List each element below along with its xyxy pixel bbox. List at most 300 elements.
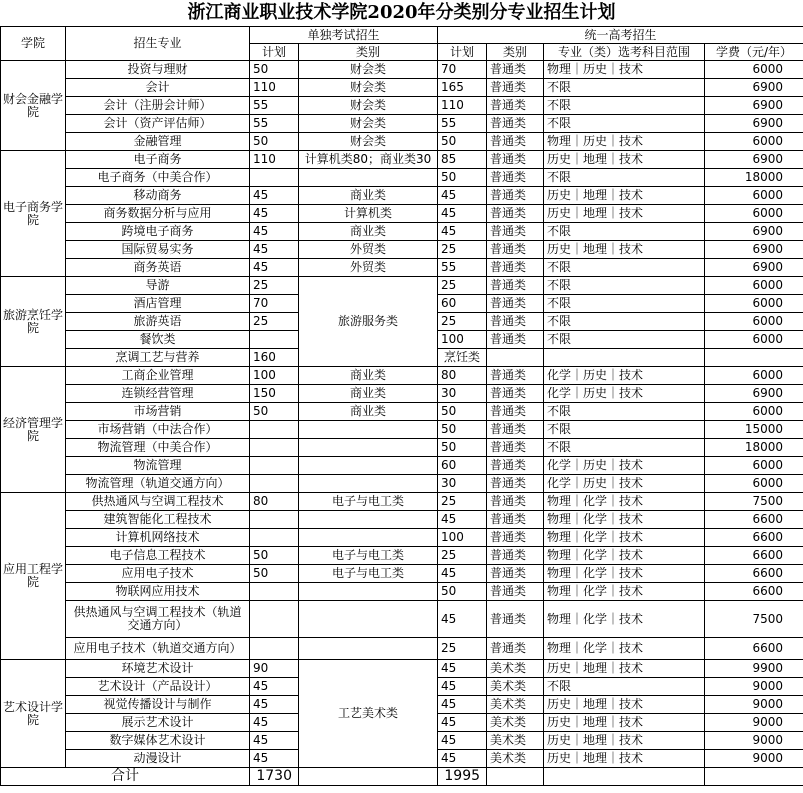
subjects-cell: 历史｜地理｜技术 xyxy=(544,151,705,169)
subjects-cell: 物理｜化学｜技术 xyxy=(544,547,705,565)
major-cell: 导游 xyxy=(66,277,250,295)
unified-category-cell: 普通类 xyxy=(487,313,544,331)
separate-category-cell: 商业类 xyxy=(299,223,438,241)
fee-cell: 9000 xyxy=(705,750,803,768)
fee-cell: 7500 xyxy=(705,601,803,638)
major-cell: 国际贸易实务 xyxy=(66,241,250,259)
subjects-cell: 物理｜化学｜技术 xyxy=(544,601,705,638)
unified-plan-cell: 45 xyxy=(438,223,487,241)
subjects-cell: 不限 xyxy=(544,115,705,133)
unified-plan-cell: 45 xyxy=(438,187,487,205)
major-cell: 视觉传播设计与制作 xyxy=(66,696,250,714)
table-row xyxy=(1,565,803,583)
header-separate-category: 类别 xyxy=(299,44,438,61)
subjects-cell: 化学｜历史｜技术 xyxy=(544,475,705,493)
subjects-cell: 历史｜地理｜技术 xyxy=(544,696,705,714)
subjects-cell: 历史｜地理｜技术 xyxy=(544,187,705,205)
fee-cell: 6000 xyxy=(705,331,803,349)
unified-category-cell: 普通类 xyxy=(487,133,544,151)
fee-cell: 6000 xyxy=(705,205,803,223)
unified-plan-cell: 110 xyxy=(438,97,487,115)
header-major: 招生专业 xyxy=(66,27,250,61)
unified-plan-cell: 25 xyxy=(438,547,487,565)
header-separate-plan: 计划 xyxy=(250,44,299,61)
subjects-cell: 不限 xyxy=(544,421,705,439)
total-unified-plan: 1995 xyxy=(438,768,487,786)
unified-plan-cell: 45 xyxy=(438,678,487,696)
college-cell: 财会金融学院 xyxy=(1,61,66,151)
enrollment-plan-table xyxy=(0,26,803,786)
unified-category-cell: 美术类 xyxy=(487,696,544,714)
subjects-cell: 物理｜化学｜技术 xyxy=(544,583,705,601)
fee-cell: 6600 xyxy=(705,565,803,583)
separate-plan-cell: 110 xyxy=(250,79,299,97)
separate-plan-cell xyxy=(250,601,299,638)
separate-category-cell: 商业类 xyxy=(299,187,438,205)
major-cell: 建筑智能化工程技术 xyxy=(66,511,250,529)
unified-category-cell: 普通类 xyxy=(487,367,544,385)
unified-plan-cell: 50 xyxy=(438,133,487,151)
separate-plan-cell xyxy=(250,583,299,601)
unified-category-cell: 普通类 xyxy=(487,403,544,421)
major-cell: 会计（资产评估师） xyxy=(66,115,250,133)
table-row xyxy=(1,493,803,511)
fee-cell: 6600 xyxy=(705,511,803,529)
table-row xyxy=(1,421,803,439)
subjects-cell: 不限 xyxy=(544,169,705,187)
unified-plan-cell: 165 xyxy=(438,79,487,97)
major-cell: 供热通风与空调工程技术（轨道交通方向） xyxy=(66,601,250,638)
unified-plan-cell: 100 xyxy=(438,331,487,349)
major-cell: 会计（注册会计师） xyxy=(66,97,250,115)
separate-plan-cell: 70 xyxy=(250,295,299,313)
major-cell: 市场营销（中法合作） xyxy=(66,421,250,439)
separate-category-cell: 烹饪类 xyxy=(438,349,487,367)
separate-plan-cell xyxy=(250,638,299,660)
major-cell: 投资与理财 xyxy=(66,61,250,79)
major-cell: 环境艺术设计 xyxy=(66,660,250,678)
table-row xyxy=(1,115,803,133)
unified-category-cell: 普通类 xyxy=(487,565,544,583)
unified-plan-cell: 60 xyxy=(438,295,487,313)
subjects-cell: 不限 xyxy=(544,403,705,421)
college-cell: 电子商务学院 xyxy=(1,151,66,277)
unified-category-cell: 普通类 xyxy=(487,511,544,529)
unified-category-cell: 普通类 xyxy=(487,115,544,133)
fee-cell: 6900 xyxy=(705,79,803,97)
unified-category-cell: 普通类 xyxy=(487,439,544,457)
separate-category-cell: 财会类 xyxy=(299,61,438,79)
unified-plan-cell: 50 xyxy=(438,583,487,601)
separate-plan-cell: 55 xyxy=(250,97,299,115)
table-row xyxy=(1,223,803,241)
major-cell: 应用电子技术 xyxy=(66,565,250,583)
unified-category-cell: 普通类 xyxy=(487,493,544,511)
major-cell: 连锁经营管理 xyxy=(66,385,250,403)
unified-category-cell: 普通类 xyxy=(487,457,544,475)
fee-cell: 15000 xyxy=(705,421,803,439)
unified-category-cell: 普通类 xyxy=(487,259,544,277)
total-empty xyxy=(705,768,803,786)
table-row xyxy=(1,660,803,678)
fee-cell: 6600 xyxy=(705,547,803,565)
major-cell: 烹调工艺与营养 xyxy=(66,349,250,367)
major-cell: 酒店管理 xyxy=(66,295,250,313)
separate-category-cell xyxy=(299,511,438,529)
fee-cell: 6600 xyxy=(705,529,803,547)
unified-plan-cell: 30 xyxy=(438,475,487,493)
total-empty xyxy=(487,768,544,786)
subjects-cell: 不限 xyxy=(544,313,705,331)
fee-cell: 6900 xyxy=(705,223,803,241)
separate-category-cell: 电子与电工类 xyxy=(299,493,438,511)
fee-cell: 18000 xyxy=(705,439,803,457)
unified-plan-cell: 85 xyxy=(438,151,487,169)
unified-category-cell: 普通类 xyxy=(487,601,544,638)
major-cell: 供热通风与空调工程技术 xyxy=(66,493,250,511)
unified-plan-cell: 50 xyxy=(438,169,487,187)
subjects-cell: 不限 xyxy=(544,439,705,457)
total-empty xyxy=(544,768,705,786)
header-unified-category: 类别 xyxy=(487,44,544,61)
unified-plan-cell: 45 xyxy=(438,601,487,638)
unified-category-cell: 普通类 xyxy=(487,547,544,565)
fee-cell: 6900 xyxy=(705,97,803,115)
separate-plan-cell xyxy=(250,475,299,493)
unified-plan-cell: 70 xyxy=(438,61,487,79)
total-row xyxy=(1,768,803,786)
separate-category-cell: 财会类 xyxy=(299,115,438,133)
separate-category-cell xyxy=(299,457,438,475)
subjects-cell: 不限 xyxy=(544,79,705,97)
unified-category-cell: 普通类 xyxy=(487,97,544,115)
unified-category-cell: 普通类 xyxy=(487,529,544,547)
subjects-cell: 化学｜历史｜技术 xyxy=(544,385,705,403)
separate-plan-cell: 150 xyxy=(250,385,299,403)
table-row xyxy=(1,457,803,475)
major-cell: 电子商务（中美合作） xyxy=(66,169,250,187)
unified-plan-cell: 25 xyxy=(438,313,487,331)
unified-category-cell xyxy=(544,349,705,367)
subjects-cell: 历史｜地理｜技术 xyxy=(544,660,705,678)
separate-plan-cell: 110 xyxy=(250,151,299,169)
header-college: 学院 xyxy=(1,27,66,61)
separate-category-cell: 计算机类80；商业类30 xyxy=(299,151,438,169)
separate-plan-cell xyxy=(250,439,299,457)
major-cell: 市场营销 xyxy=(66,403,250,421)
fee-cell: 7500 xyxy=(705,493,803,511)
unified-category-cell: 普通类 xyxy=(487,331,544,349)
subjects-cell: 不限 xyxy=(544,277,705,295)
separate-plan-cell xyxy=(250,457,299,475)
major-cell: 物流管理（轨道交通方向） xyxy=(66,475,250,493)
major-cell: 移动商务 xyxy=(66,187,250,205)
separate-category-cell: 财会类 xyxy=(299,79,438,97)
table-row xyxy=(1,133,803,151)
separate-plan-cell: 55 xyxy=(250,115,299,133)
separate-plan-cell: 50 xyxy=(250,547,299,565)
fee-cell: 9000 xyxy=(705,714,803,732)
separate-plan-cell xyxy=(250,331,299,349)
separate-plan-cell: 45 xyxy=(250,223,299,241)
header-separate-exam: 单独考试招生 xyxy=(250,27,438,44)
unified-category-cell: 美术类 xyxy=(487,750,544,768)
unified-category-cell: 美术类 xyxy=(487,714,544,732)
subjects-cell: 物理｜化学｜技术 xyxy=(544,493,705,511)
unified-category-cell: 美术类 xyxy=(487,678,544,696)
table-row xyxy=(1,511,803,529)
separate-plan-cell: 45 xyxy=(250,187,299,205)
separate-plan-cell: 45 xyxy=(250,750,299,768)
separate-plan-cell xyxy=(250,169,299,187)
table-row xyxy=(1,187,803,205)
separate-category-cell xyxy=(299,169,438,187)
table-row xyxy=(1,169,803,187)
table-row xyxy=(1,97,803,115)
major-cell: 会计 xyxy=(66,79,250,97)
subjects-cell: 物理｜历史｜技术 xyxy=(544,61,705,79)
fee-cell: 6900 xyxy=(705,241,803,259)
major-cell: 动漫设计 xyxy=(66,750,250,768)
subjects-cell: 物理｜化学｜技术 xyxy=(544,511,705,529)
unified-category-cell: 美术类 xyxy=(487,732,544,750)
fee-cell: 6900 xyxy=(705,115,803,133)
major-cell: 艺术设计（产品设计） xyxy=(66,678,250,696)
college-cell: 应用工程学院 xyxy=(1,493,66,660)
separate-category-cell: 外贸类 xyxy=(299,259,438,277)
major-cell: 展示艺术设计 xyxy=(66,714,250,732)
table-row xyxy=(1,385,803,403)
subjects-cell xyxy=(705,349,803,367)
unified-plan-cell: 25 xyxy=(438,638,487,660)
table-row xyxy=(1,367,803,385)
total-label: 合计 xyxy=(1,768,250,786)
separate-plan-cell: 90 xyxy=(250,660,299,678)
subjects-cell: 历史｜地理｜技术 xyxy=(544,714,705,732)
subjects-cell: 不限 xyxy=(544,259,705,277)
fee-cell: 18000 xyxy=(705,169,803,187)
major-cell: 工商企业管理 xyxy=(66,367,250,385)
unified-category-cell: 普通类 xyxy=(487,223,544,241)
fee-cell: 6900 xyxy=(705,385,803,403)
major-cell: 旅游英语 xyxy=(66,313,250,331)
college-cell: 经济管理学院 xyxy=(1,367,66,493)
major-cell: 跨境电子商务 xyxy=(66,223,250,241)
separate-plan-cell: 45 xyxy=(250,732,299,750)
separate-plan-cell: 45 xyxy=(250,241,299,259)
unified-category-cell: 普通类 xyxy=(487,79,544,97)
major-cell: 商务英语 xyxy=(66,259,250,277)
table-row xyxy=(1,259,803,277)
separate-plan-cell: 50 xyxy=(250,61,299,79)
separate-plan-cell: 45 xyxy=(250,714,299,732)
subjects-cell: 物理｜化学｜技术 xyxy=(544,638,705,660)
separate-plan-cell: 100 xyxy=(250,367,299,385)
separate-plan-cell: 80 xyxy=(250,493,299,511)
separate-plan-cell: 50 xyxy=(250,403,299,421)
unified-plan-cell: 25 xyxy=(438,241,487,259)
fee-cell: 6900 xyxy=(705,151,803,169)
unified-plan-cell: 45 xyxy=(438,565,487,583)
table-row xyxy=(1,475,803,493)
subjects-cell: 物理｜化学｜技术 xyxy=(544,565,705,583)
unified-category-cell: 普通类 xyxy=(487,205,544,223)
separate-category-cell xyxy=(299,529,438,547)
separate-category-cell: 商业类 xyxy=(299,403,438,421)
table-row xyxy=(1,79,803,97)
unified-plan-cell: 55 xyxy=(438,115,487,133)
header-subjects: 专业（类）选考科目范围 xyxy=(544,44,705,61)
table-row xyxy=(1,205,803,223)
separate-category-cell xyxy=(299,475,438,493)
fee-cell: 6000 xyxy=(705,277,803,295)
unified-plan-cell: 45 xyxy=(438,750,487,768)
unified-plan-cell: 50 xyxy=(438,403,487,421)
fee-cell: 6000 xyxy=(705,61,803,79)
separate-category-cell: 电子与电工类 xyxy=(299,565,438,583)
unified-category-cell: 普通类 xyxy=(487,475,544,493)
unified-plan-cell: 45 xyxy=(438,732,487,750)
unified-category-cell: 普通类 xyxy=(487,151,544,169)
subjects-cell: 化学｜历史｜技术 xyxy=(544,457,705,475)
table-row xyxy=(1,277,803,295)
unified-plan-cell: 45 xyxy=(438,714,487,732)
separate-category-cell: 计算机类 xyxy=(299,205,438,223)
table-row xyxy=(1,638,803,660)
fee-cell: 6000 xyxy=(705,367,803,385)
unified-plan-cell: 55 xyxy=(438,259,487,277)
unified-category-cell: 普通类 xyxy=(487,638,544,660)
separate-plan-cell: 50 xyxy=(250,565,299,583)
unified-category-cell: 普通类 xyxy=(487,241,544,259)
unified-category-cell: 美术类 xyxy=(487,660,544,678)
major-cell: 餐饮类 xyxy=(66,331,250,349)
separate-category-cell: 外贸类 xyxy=(299,241,438,259)
header-unified-plan: 计划 xyxy=(438,44,487,61)
table-row xyxy=(1,439,803,457)
separate-category-cell xyxy=(299,638,438,660)
subjects-cell: 化学｜历史｜技术 xyxy=(544,367,705,385)
total-separate-plan: 1730 xyxy=(250,768,299,786)
fee-cell: 6000 xyxy=(705,187,803,205)
separate-plan-cell: 25 xyxy=(250,313,299,331)
separate-plan-cell: 45 xyxy=(250,696,299,714)
fee-cell: 6000 xyxy=(705,313,803,331)
unified-plan-cell: 30 xyxy=(438,385,487,403)
separate-category-cell: 商业类 xyxy=(299,385,438,403)
unified-plan-cell: 25 xyxy=(438,493,487,511)
subjects-cell: 物理｜历史｜技术 xyxy=(544,133,705,151)
subjects-cell: 不限 xyxy=(544,678,705,696)
separate-plan-cell: 45 xyxy=(250,205,299,223)
subjects-cell: 不限 xyxy=(544,223,705,241)
fee-cell: 6600 xyxy=(705,583,803,601)
unified-plan-cell: 50 xyxy=(438,421,487,439)
unified-category-cell: 普通类 xyxy=(487,169,544,187)
unified-plan-cell: 100 xyxy=(438,529,487,547)
subjects-cell: 不限 xyxy=(544,97,705,115)
fee-cell: 9000 xyxy=(705,732,803,750)
major-cell: 商务数据分析与应用 xyxy=(66,205,250,223)
subjects-cell: 不限 xyxy=(544,295,705,313)
major-cell: 应用电子技术（轨道交通方向） xyxy=(66,638,250,660)
major-cell: 物流管理 xyxy=(66,457,250,475)
unified-plan-cell: 50 xyxy=(438,439,487,457)
separate-plan-cell xyxy=(250,421,299,439)
header-fee: 学费（元/年） xyxy=(705,44,803,61)
table-row xyxy=(1,241,803,259)
separate-plan-cell: 160 xyxy=(250,349,299,367)
header-unified-exam: 统一高考招生 xyxy=(438,27,803,44)
fee-cell: 6000 xyxy=(705,457,803,475)
fee-cell: 9900 xyxy=(705,660,803,678)
unified-plan-cell: 25 xyxy=(438,277,487,295)
unified-category-cell: 普通类 xyxy=(487,295,544,313)
fee-cell: 6000 xyxy=(705,475,803,493)
separate-category-cell xyxy=(299,601,438,638)
table-row xyxy=(1,529,803,547)
separate-plan-cell: 25 xyxy=(250,277,299,295)
unified-plan-cell: 60 xyxy=(438,457,487,475)
unified-category-cell: 普通类 xyxy=(487,61,544,79)
major-cell: 计算机网络技术 xyxy=(66,529,250,547)
separate-plan-cell: 50 xyxy=(250,133,299,151)
fee-cell: 6600 xyxy=(705,638,803,660)
fee-cell: 9000 xyxy=(705,696,803,714)
unified-plan-cell xyxy=(487,349,544,367)
unified-category-cell: 普通类 xyxy=(487,187,544,205)
major-cell: 物流管理（中美合作） xyxy=(66,439,250,457)
separate-plan-cell xyxy=(250,511,299,529)
separate-category-cell: 商业类 xyxy=(299,367,438,385)
fee-cell: 6000 xyxy=(705,133,803,151)
fee-cell: 9000 xyxy=(705,678,803,696)
major-cell: 电子信息工程技术 xyxy=(66,547,250,565)
fee-cell: 6000 xyxy=(705,403,803,421)
table-row xyxy=(1,61,803,79)
college-cell: 旅游烹饪学院 xyxy=(1,277,66,367)
subjects-cell: 物理｜化学｜技术 xyxy=(544,529,705,547)
unified-plan-cell: 45 xyxy=(438,660,487,678)
table-row xyxy=(1,151,803,169)
separate-category-cell: 工艺美术类 xyxy=(299,660,438,768)
table-row xyxy=(1,601,803,638)
fee-cell: 6900 xyxy=(705,259,803,277)
separate-plan-cell: 45 xyxy=(250,259,299,277)
unified-category-cell: 普通类 xyxy=(487,277,544,295)
major-cell: 电子商务 xyxy=(66,151,250,169)
separate-category-cell: 财会类 xyxy=(299,97,438,115)
separate-category-cell xyxy=(299,583,438,601)
separate-category-cell xyxy=(299,421,438,439)
unified-plan-cell: 45 xyxy=(438,205,487,223)
unified-plan-cell: 45 xyxy=(438,696,487,714)
major-cell: 数字媒体艺术设计 xyxy=(66,732,250,750)
unified-plan-cell: 45 xyxy=(438,511,487,529)
fee-cell: 6000 xyxy=(705,295,803,313)
table-row xyxy=(1,583,803,601)
unified-category-cell: 普通类 xyxy=(487,421,544,439)
subjects-cell: 历史｜地理｜技术 xyxy=(544,732,705,750)
table-row xyxy=(1,547,803,565)
separate-category-cell xyxy=(299,439,438,457)
separate-category-cell: 财会类 xyxy=(299,133,438,151)
subjects-cell: 历史｜地理｜技术 xyxy=(544,241,705,259)
subjects-cell: 不限 xyxy=(544,331,705,349)
college-cell: 艺术设计学院 xyxy=(1,660,66,768)
total-separate-category xyxy=(299,768,438,786)
separate-plan-cell xyxy=(250,529,299,547)
